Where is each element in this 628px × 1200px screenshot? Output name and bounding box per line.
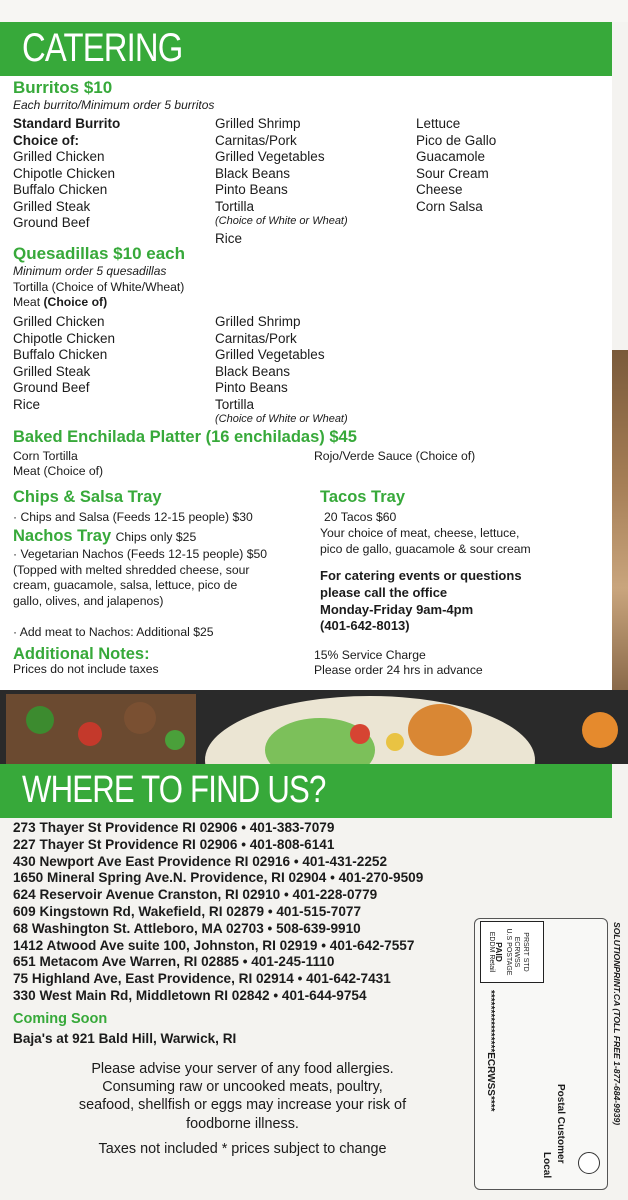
list-item: Rice [215,230,243,246]
location-item: 430 Newport Ave East Providence RI 02916 • 401-431-2252 [13,853,388,869]
burritos-toppings-list [416,116,496,216]
quesadillas-tortilla: Tortilla (Choice of White/Wheat) [13,280,185,294]
tortilla-note: (Choice of White or Wheat) [215,214,348,227]
location-item: 273 Thayer St Providence RI 02906 • 401-383-7079 [13,820,335,835]
location-item: 1650 Mineral Spring Ave.N. Providence, RI 02904 • 401-270-9509 [13,870,424,886]
coming-soon-place: Baja's at 921 Bald Hill, Warwick, RI [13,1031,237,1046]
locations-header-band [0,764,612,818]
list-item: Buffalo Chicken [13,347,108,363]
food-photo-strip [0,690,628,764]
list-item: Sour Cream [416,165,489,181]
stamp-line: U.S POSTAGE [505,928,512,976]
location-item: 68 Washington St. Attleboro, MA 02703 • 508-639-9910 [13,920,361,936]
location-item: 75 Highland Ave, East Providence, RI 02914 • 401-642-7431 [13,971,391,987]
location-item: 624 Reservoir Avenue Cranston, RI 02910 • 401-228-0779 [13,887,378,903]
location-item: 609 Kingstown Rd, Wakefield, RI 02879 • 401-515-7077 [13,903,362,919]
list-item: Carnitas/Pork [215,132,297,148]
list-item: Black Beans [215,363,291,379]
list-item: Grilled Shrimp [215,314,301,329]
disclaimer-line: Consuming raw or uncooked meats, poultry, [102,1079,383,1096]
postage-stamp-box [480,921,544,983]
locations-title: WHERE TO FIND US? [22,769,326,811]
tacos-line: Your choice of meat, cheese, lettuce, [320,526,520,540]
locations-list [13,820,423,1005]
location-item: 1412 Atwood Ave suite 100, Johnston, RI 02919 • 401-642-7557 [13,937,415,953]
location-item: 227 Thayer St Providence RI 02906 • 401-808-6141 [13,836,335,852]
quesadillas-meat-line [13,295,107,311]
burritos-meat-list [13,149,115,232]
disclaimer-line: seafood, shellfish or eggs may increase your risk of [78,1097,407,1114]
quesadillas-heading: Quesadillas $10 each [13,244,185,263]
catering-header-band [0,22,612,78]
nachos-line: cream, guacamole, salsa, lettuce, pico de [13,578,238,592]
contact-line: please call the office [320,584,448,600]
list-item: Grilled Vegetables [215,149,325,165]
list-item: Grilled Shrimp [215,116,301,131]
catering-title: CATERING [22,26,183,70]
disclaimer-line: foodborne illness. [186,1115,299,1132]
taxes-note: Prices do not include taxes [13,662,159,676]
list-item: Grilled Steak [13,363,91,379]
list-item: Buffalo Chicken [13,182,108,198]
quesadillas-note: Minimum order 5 quesadillas [13,264,167,278]
nachos-heading: Nachos Tray [13,527,112,545]
contact-line: (401-642-8013) [320,618,410,634]
tortilla-note: (Choice of White or Wheat) [215,412,348,425]
list-item: Chipotle Chicken [13,165,116,181]
nachos-add-meat: · Add meat to Nachos: Additional $25 [13,625,214,639]
order-advance-note: Please order 24 hrs in advance [314,663,483,677]
stamp-line: ECRWSS [513,936,521,968]
list-item: Carnitas/Pork [215,330,297,346]
ecrwss-line: ****************ECRWSS**** [485,990,496,1112]
additional-notes-heading: Additional Notes: [13,645,150,663]
burritos-protein-list [215,116,348,247]
list-item: Chipotle Chicken [13,330,116,346]
disclaimer-line: Please advise your server of any food allergies. [91,1061,394,1077]
contact-line: Monday-Friday 9am-4pm [320,601,474,617]
nachos-line: gallo, olives, and jalapenos) [13,593,164,608]
list-item: Pico de Gallo [416,132,497,148]
nachos-description [13,547,267,609]
chips-salsa-line: · Chips and Salsa (Feeds 12-15 people) $30 [13,510,253,524]
meat-choice-label: (Choice of) [43,295,108,309]
stamp-line: PRSRT STD [522,932,529,972]
list-item: Grilled Vegetables [215,347,325,363]
list-item: Tortilla [215,198,255,214]
local-label: Local [541,1152,552,1179]
nachos-line: · Vegetarian Nachos (Feeds 12-15 people) $50 [13,547,268,561]
list-item: Tortilla [215,396,255,412]
catering-contact [320,568,522,635]
service-charge-note: 15% Service Charge [314,648,426,662]
stamp-line: EDDM Retail [488,931,495,973]
choice-of-label: Choice of: [13,133,79,148]
nachos-heading-line [13,527,196,546]
taxes-disclaimer: Taxes not included * prices subject to change [98,1141,387,1157]
burritos-note: Each burrito/Minimum order 5 burritos [13,98,215,112]
location-item: 330 West Main Rd, Middletown RI 02842 • 401-644-9754 [13,987,367,1003]
enchilada-corn: Corn Tortilla [13,449,78,463]
list-item: Corn Salsa [416,198,483,214]
printer-credit: SOLUTIONPRINT.CA (TOLL FREE 1-877-684-9939) [612,922,622,1126]
food-photo [0,690,628,764]
tacos-line: pico de gallo, guacamole & sour cream [320,541,531,556]
quesadillas-protein-list [215,314,348,425]
allergy-disclaimer [30,1060,455,1133]
postal-customer-label: Postal Customer [555,1084,566,1164]
wood-edge-photo [612,350,628,690]
list-item: Pinto Beans [215,380,288,396]
tacos-count: 20 Tacos $60 [324,510,397,524]
nachos-line: (Topped with melted shredded cheese, sour [13,562,250,577]
list-item: Ground Beef [13,215,90,231]
list-item: Grilled Chicken [13,314,105,329]
list-item: Rice [13,396,41,412]
burritos-heading: Burritos $10 [13,78,113,97]
nachos-sub: Chips only $25 [115,530,197,544]
chips-salsa-heading: Chips & Salsa Tray [13,488,162,506]
coming-soon-heading: Coming Soon [13,1011,108,1027]
enchilada-meat: Meat (Choice of) [13,464,104,478]
enchilada-sauce: Rojo/Verde Sauce (Choice of) [314,449,476,463]
list-item: Guacamole [416,149,486,165]
list-item: Grilled Chicken [13,149,105,164]
meat-label: Meat [13,295,41,309]
tacos-heading: Tacos Tray [320,488,405,506]
enchilada-heading: Baked Enchilada Platter (16 enchiladas) $45 [13,428,357,446]
quesadillas-meat-list [13,314,115,414]
stamp-line: PAID [494,942,505,962]
list-item: Cheese [416,182,463,198]
tacos-description [320,526,531,557]
postal-logo-icon [578,1152,600,1174]
contact-line: For catering events or questions [320,568,522,583]
list-item: Lettuce [416,116,461,131]
location-item: 651 Metacom Ave Warren, RI 02885 • 401-245-1110 [13,954,335,970]
list-item: Grilled Steak [13,198,91,214]
top-strip [0,0,628,22]
list-item: Ground Beef [13,380,90,396]
standard-burrito-label: Standard Burrito [13,116,121,131]
list-item: Black Beans [215,165,291,181]
list-item: Pinto Beans [215,182,288,198]
